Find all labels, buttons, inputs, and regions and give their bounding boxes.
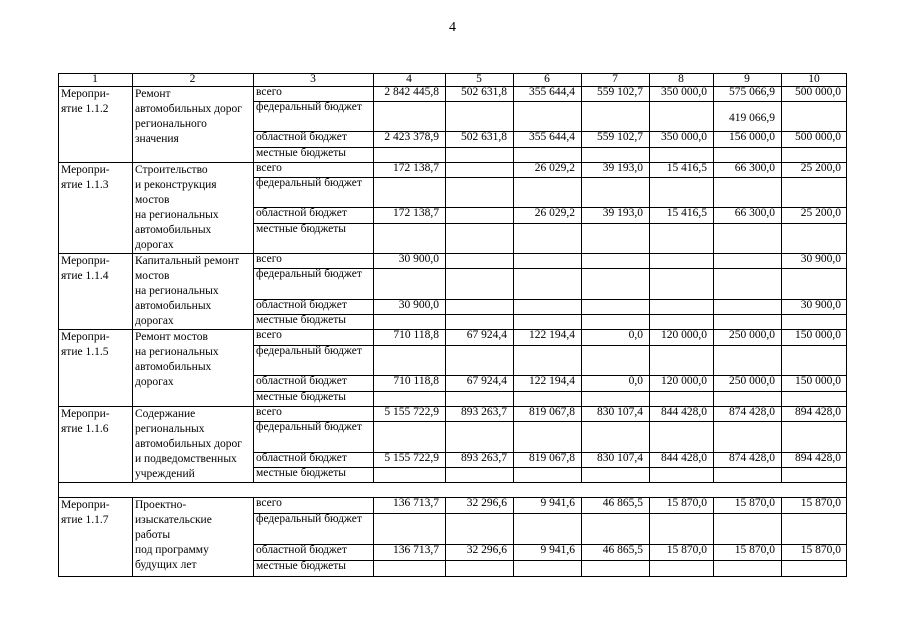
value-cell: 419 066,9 [729, 112, 775, 124]
value-cell: 15 870,0 [800, 544, 841, 556]
value-cell: 15 870,0 [800, 497, 841, 509]
event-id-line: ятие 1.1.3 [61, 179, 109, 191]
value-cell: 150 000,0 [795, 375, 841, 387]
budget-label: местные бюджеты [256, 314, 347, 326]
value-cell: 0,0 [628, 329, 643, 341]
column-rule [846, 497, 847, 577]
value-cell: 46 865,5 [602, 544, 643, 556]
budget-label: областной бюджет [256, 375, 347, 387]
budget-label: местные бюджеты [256, 147, 347, 159]
value-cell: 5 155 722,9 [384, 406, 439, 418]
event-id-line: ятие 1.1.6 [61, 423, 109, 435]
value-cell: 502 631,8 [461, 131, 507, 143]
column-rule [846, 329, 847, 407]
event-name-line: на региональных [135, 285, 219, 297]
event-id-line: ятие 1.1.7 [61, 514, 109, 526]
value-cell: 30 900,0 [800, 299, 841, 311]
column-header: 2 [189, 73, 196, 85]
value-cell: 894 428,0 [795, 406, 841, 418]
group-bottom-rule [58, 576, 847, 577]
column-rule [58, 329, 59, 407]
value-cell: 500 000,0 [795, 131, 841, 143]
event-id-line: Меропри- [61, 331, 110, 343]
value-cell: 350 000,0 [661, 131, 707, 143]
value-cell: 172 138,7 [393, 207, 439, 219]
value-cell: 66 300,0 [734, 207, 775, 219]
value-cell: 500 000,0 [795, 86, 841, 98]
column-rule [846, 253, 847, 330]
column-rule [253, 406, 254, 483]
event-id-line: ятие 1.1.5 [61, 346, 109, 358]
event-id-line: Меропри- [61, 408, 110, 420]
column-rule [253, 253, 254, 330]
value-cell: 122 194,4 [529, 329, 575, 341]
event-name-line: изыскательские [135, 514, 212, 526]
column-rule [445, 253, 446, 330]
event-name-line: автомобильных дорог [135, 103, 242, 115]
value-cell: 25 200,0 [800, 162, 841, 174]
value-cell: 355 644,4 [529, 86, 575, 98]
value-cell: 15 416,5 [666, 207, 707, 219]
value-cell: 15 416,5 [666, 162, 707, 174]
value-cell: 66 300,0 [734, 162, 775, 174]
value-cell: 15 870,0 [666, 497, 707, 509]
column-rule [58, 253, 59, 330]
value-cell: 502 631,8 [461, 86, 507, 98]
value-cell: 39 193,0 [602, 207, 643, 219]
value-cell: 2 423 378,9 [384, 131, 439, 143]
value-cell: 156 000,0 [729, 131, 775, 143]
budget-label: всего [256, 86, 282, 98]
value-cell: 30 900,0 [398, 253, 439, 265]
value-cell: 575 066,9 [729, 86, 775, 98]
column-header: 5 [476, 73, 482, 85]
budget-label: федеральный бюджет [256, 421, 362, 433]
value-cell: 15 870,0 [734, 497, 775, 509]
event-name-line: учреждений [135, 468, 195, 480]
value-cell: 120 000,0 [661, 329, 707, 341]
event-name-line: под программу [135, 544, 209, 556]
value-cell: 0,0 [628, 375, 643, 387]
column-rule [713, 253, 714, 330]
column-rule [846, 162, 847, 254]
event-name-line: автомобильных [135, 224, 212, 236]
budget-label: местные бюджеты [256, 467, 347, 479]
value-cell: 9 941,6 [540, 544, 575, 556]
budget-label: федеральный бюджет [256, 177, 362, 189]
value-cell: 67 924,4 [466, 375, 507, 387]
budget-label: областной бюджет [256, 299, 347, 311]
event-id-line: Меропри- [61, 164, 110, 176]
value-cell: 830 107,4 [597, 452, 643, 464]
column-rule [581, 253, 582, 330]
column-rule [253, 162, 254, 254]
budget-label: всего [256, 406, 282, 418]
column-header: 10 [808, 73, 820, 85]
value-cell: 30 900,0 [800, 253, 841, 265]
column-rule [132, 406, 133, 483]
budget-label: местные бюджеты [256, 391, 347, 403]
value-cell: 67 924,4 [466, 329, 507, 341]
column-rule [445, 162, 446, 254]
value-cell: 9 941,6 [540, 497, 575, 509]
event-name-line: региональных [135, 423, 205, 435]
column-rule [58, 162, 59, 254]
value-cell: 136 713,7 [393, 544, 439, 556]
gap-right-rule [846, 482, 847, 497]
value-cell: 819 067,8 [529, 452, 575, 464]
value-cell: 893 263,7 [461, 406, 507, 418]
column-rule [132, 162, 133, 254]
column-rule [58, 406, 59, 483]
column-header: 6 [544, 73, 550, 85]
budget-label: федеральный бюджет [256, 101, 362, 113]
event-name-line: Содержание [135, 408, 196, 420]
column-rule [58, 86, 59, 163]
column-header: 7 [612, 73, 618, 85]
budget-label: всего [256, 497, 282, 509]
event-name-line: мостов [135, 270, 170, 282]
event-name-line: дорогах [135, 239, 174, 251]
event-name-line: Капитальный ремонт [135, 255, 240, 267]
event-name-line: дорогах [135, 376, 174, 388]
value-cell: 350 000,0 [661, 86, 707, 98]
event-name-line: работы [135, 529, 171, 541]
budget-label: всего [256, 162, 282, 174]
value-cell: 15 870,0 [666, 544, 707, 556]
budget-label: областной бюджет [256, 207, 347, 219]
value-cell: 26 029,2 [534, 207, 575, 219]
value-cell: 874 428,0 [729, 406, 775, 418]
value-cell: 32 296,6 [466, 544, 507, 556]
value-cell: 559 102,7 [597, 131, 643, 143]
value-cell: 874 428,0 [729, 452, 775, 464]
event-id-line: ятие 1.1.4 [61, 270, 109, 282]
value-cell: 2 842 445,8 [384, 86, 439, 98]
value-cell: 250 000,0 [729, 375, 775, 387]
column-rule [132, 86, 133, 163]
funding-table [58, 73, 847, 576]
event-name-line: Проектно- [135, 499, 187, 511]
value-cell: 894 428,0 [795, 452, 841, 464]
value-cell: 30 900,0 [398, 299, 439, 311]
column-header: 1 [92, 73, 98, 85]
column-rule [846, 86, 847, 163]
budget-label: местные бюджеты [256, 560, 347, 572]
value-cell: 5 155 722,9 [384, 452, 439, 464]
column-rule [132, 497, 133, 577]
column-header: 4 [406, 73, 412, 85]
value-cell: 355 644,4 [529, 131, 575, 143]
budget-label: местные бюджеты [256, 223, 347, 235]
value-cell: 26 029,2 [534, 162, 575, 174]
event-name-line: мостов [135, 194, 170, 206]
budget-label: всего [256, 329, 282, 341]
column-rule [253, 86, 254, 163]
value-cell: 710 118,8 [393, 329, 439, 341]
event-name-line: автомобильных дорог [135, 438, 242, 450]
column-rule [513, 253, 514, 330]
value-cell: 122 194,4 [529, 375, 575, 387]
event-name-line: и реконструкция [135, 179, 217, 191]
value-cell: 559 102,7 [597, 86, 643, 98]
budget-label: областной бюджет [256, 452, 347, 464]
value-cell: 120 000,0 [661, 375, 707, 387]
event-name-line: Строительство [135, 164, 208, 176]
column-header: 9 [744, 73, 750, 85]
value-cell: 844 428,0 [661, 452, 707, 464]
value-cell: 32 296,6 [466, 497, 507, 509]
budget-label: федеральный бюджет [256, 345, 362, 357]
column-header: 3 [310, 73, 316, 85]
event-name-line: автомобильных [135, 361, 212, 373]
event-id-line: ятие 1.1.2 [61, 103, 109, 115]
column-rule [649, 253, 650, 330]
value-cell: 46 865,5 [602, 497, 643, 509]
event-name-line: автомобильных [135, 300, 212, 312]
value-cell: 819 067,8 [529, 406, 575, 418]
column-rule [58, 497, 59, 577]
value-cell: 172 138,7 [393, 162, 439, 174]
value-cell: 136 713,7 [393, 497, 439, 509]
value-cell: 39 193,0 [602, 162, 643, 174]
budget-label: областной бюджет [256, 131, 347, 143]
budget-label: федеральный бюджет [256, 268, 362, 280]
event-id-line: Меропри- [61, 255, 110, 267]
budget-label: областной бюджет [256, 544, 347, 556]
event-id-line: Меропри- [61, 88, 110, 100]
column-rule [132, 329, 133, 407]
event-name-line: регионального [135, 118, 207, 130]
event-name-line: на региональных [135, 346, 219, 358]
event-name-line: на региональных [135, 209, 219, 221]
value-cell: 893 263,7 [461, 452, 507, 464]
value-cell: 15 870,0 [734, 544, 775, 556]
value-cell: 25 200,0 [800, 207, 841, 219]
event-name-line: Ремонт мостов [135, 331, 208, 343]
gap-left-rule [58, 482, 59, 497]
column-rule [253, 329, 254, 407]
event-name-line: Ремонт [135, 88, 171, 100]
value-cell: 844 428,0 [661, 406, 707, 418]
value-cell: 150 000,0 [795, 329, 841, 341]
budget-label: всего [256, 253, 282, 265]
value-cell: 830 107,4 [597, 406, 643, 418]
column-rule [846, 406, 847, 483]
event-name-line: будущих лет [135, 559, 197, 571]
page-number: 4 [449, 20, 456, 35]
value-cell: 710 118,8 [393, 375, 439, 387]
budget-label: федеральный бюджет [256, 513, 362, 525]
event-name-line: дорогах [135, 315, 174, 327]
column-rule [253, 497, 254, 577]
group-bottom-rule [58, 482, 847, 483]
value-cell: 250 000,0 [729, 329, 775, 341]
event-name-line: значения [135, 133, 179, 145]
column-header: 8 [678, 73, 684, 85]
event-id-line: Меропри- [61, 499, 110, 511]
column-rule [132, 253, 133, 330]
event-name-line: и подведомственных [135, 453, 237, 465]
